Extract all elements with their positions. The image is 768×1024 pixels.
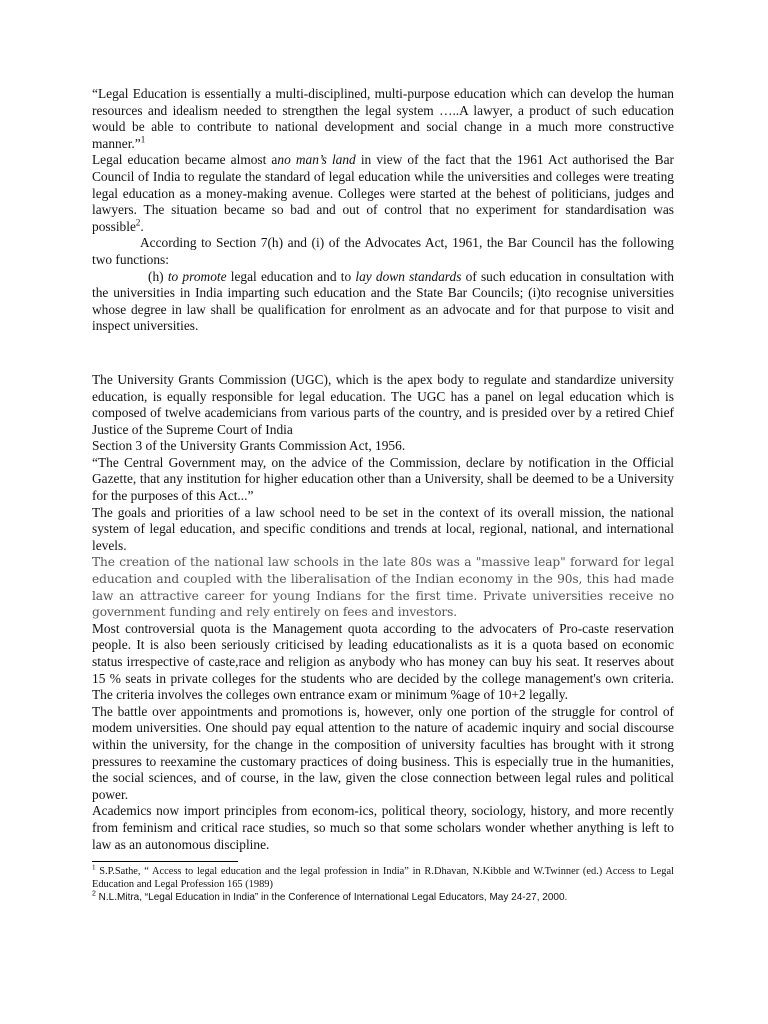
paragraph-goals: The goals and priorities of a law school need to be set in the context of its overall mission, the national system of legal education, and specific conditions and trends at local, regional, national, and international levels. — [92, 504, 674, 553]
paragraph-academics: Academics now import principles from econom-ics, political theory, sociology, history, and more recently from feminism and critical race studies, so much so that some scholars wonder whether anything is left to law as an autonomous discipline. — [92, 803, 674, 852]
footnote-divider — [92, 861, 238, 862]
paragraph-section-3: Section 3 of the University Grants Commission Act, 1956. — [92, 438, 406, 454]
paragraph-central-government: “The Central Government may, on the advice of the Commission, declare by notification in the Official Gazette, that any institution for higher education other than a University, shall be deemed to be a University for the purposes of this Act...” — [92, 454, 674, 504]
paragraph-functions: (h) to promote legal education and to lay down standards of such education in consultation with the universities in India imparting such education and the State Bar Councils; (i)to recognise universities whose degree in law shall be qualification for enrolment as an advocate and for that purpose to visit and inspect universities. — [92, 268, 675, 334]
footnote-ref-1[interactable]: 1 — [140, 134, 146, 145]
paragraph-quote-legal-education: “Legal Education is essentially a multi-disciplined, multi-purpose education which can develop the human resources and idealism needed to strengthen the legal system …..A lawyer, a product of such education would be able to contribute to national development and social change in a much more constructive manner.”$^1$ — [92, 86, 674, 151]
paragraph-ugc: The University Grants Commission (UGC), which is the apex body to regulate and standardize university education, is equally responsible for legal education. The UGC has a panel on legal education which is composed of twelve academicians from various parts of the country, and is presided over by a retired Chief Justice of the Supreme Court of India — [92, 371, 674, 437]
paragraph-management-quota: Most controversial quota is the Management quota according to the advocaters of Pro-caste reservation people. It is also been seriously criticised by leading educationalists as it is a quota based on economic status irrespective of caste,race and religion as anybody who has money can buy his seat. It reserves about 15 % seats in private colleges for the students who are decided by the college management's own criteria. The criteria involves the colleges own entrance exam or minimum %age of 10+2 legally. — [92, 620, 674, 703]
footnote-ref-2[interactable]: 2 — [135, 217, 141, 228]
footnote-2: $^2$ N.L.Mitra, “Legal Education in India” in the Conference of International Legal Educators, May 24-27, 2000. — [92, 890, 568, 903]
paragraph-national-law-schools: The creation of the national law schools in the late 80s was a "massive leap" forward for legal education and coupled with the liberalisation of the Indian economy in the 90s, this had made law an attractive career for young Indians for the first time. Private universities receive no government funding and rely entirely on fees and investors. — [92, 555, 674, 620]
footnote-1: $^1$ S.P.Sathe, “ Access to legal education and the legal profession in India” in R.Dhavan, N.Kibble and W.Twinner (ed.) Access to Legal Education and Legal Profession 165 (1989) — [92, 863, 674, 890]
document-page — [92, 86, 674, 905]
paragraph-advocates-act: According to Section 7(h) and (i) of the Advocates Act, 1961, the Bar Council has the following two functions: — [92, 235, 674, 267]
paragraph-appointments: The battle over appointments and promotions is, however, only one portion of the struggle for control of modem universities. One should pay equal attention to the nature of academic inquiry and social discourse within the university, for the change in the composition of university faculties has brought with it strong pressures to reexamine the customary practices of doing business. This is especially true in the humanities, the social sciences, and of course, in the law, given the close connection between legal rules and political power. — [92, 703, 674, 802]
paragraph-no-mans-land: Legal education became almost ano man’s land in view of the fact that the 1961 Act authorised the Bar Council of India to regulate the standard of legal education while the universities and colleges were treating legal education as a money-making avenue. Colleges were started at the behest of politicians, judges and lawyers. The situation became so bad and out of control that no experiment for standardisation was possible$^2$. — [92, 152, 674, 234]
paragraph-gap — [92, 335, 674, 372]
